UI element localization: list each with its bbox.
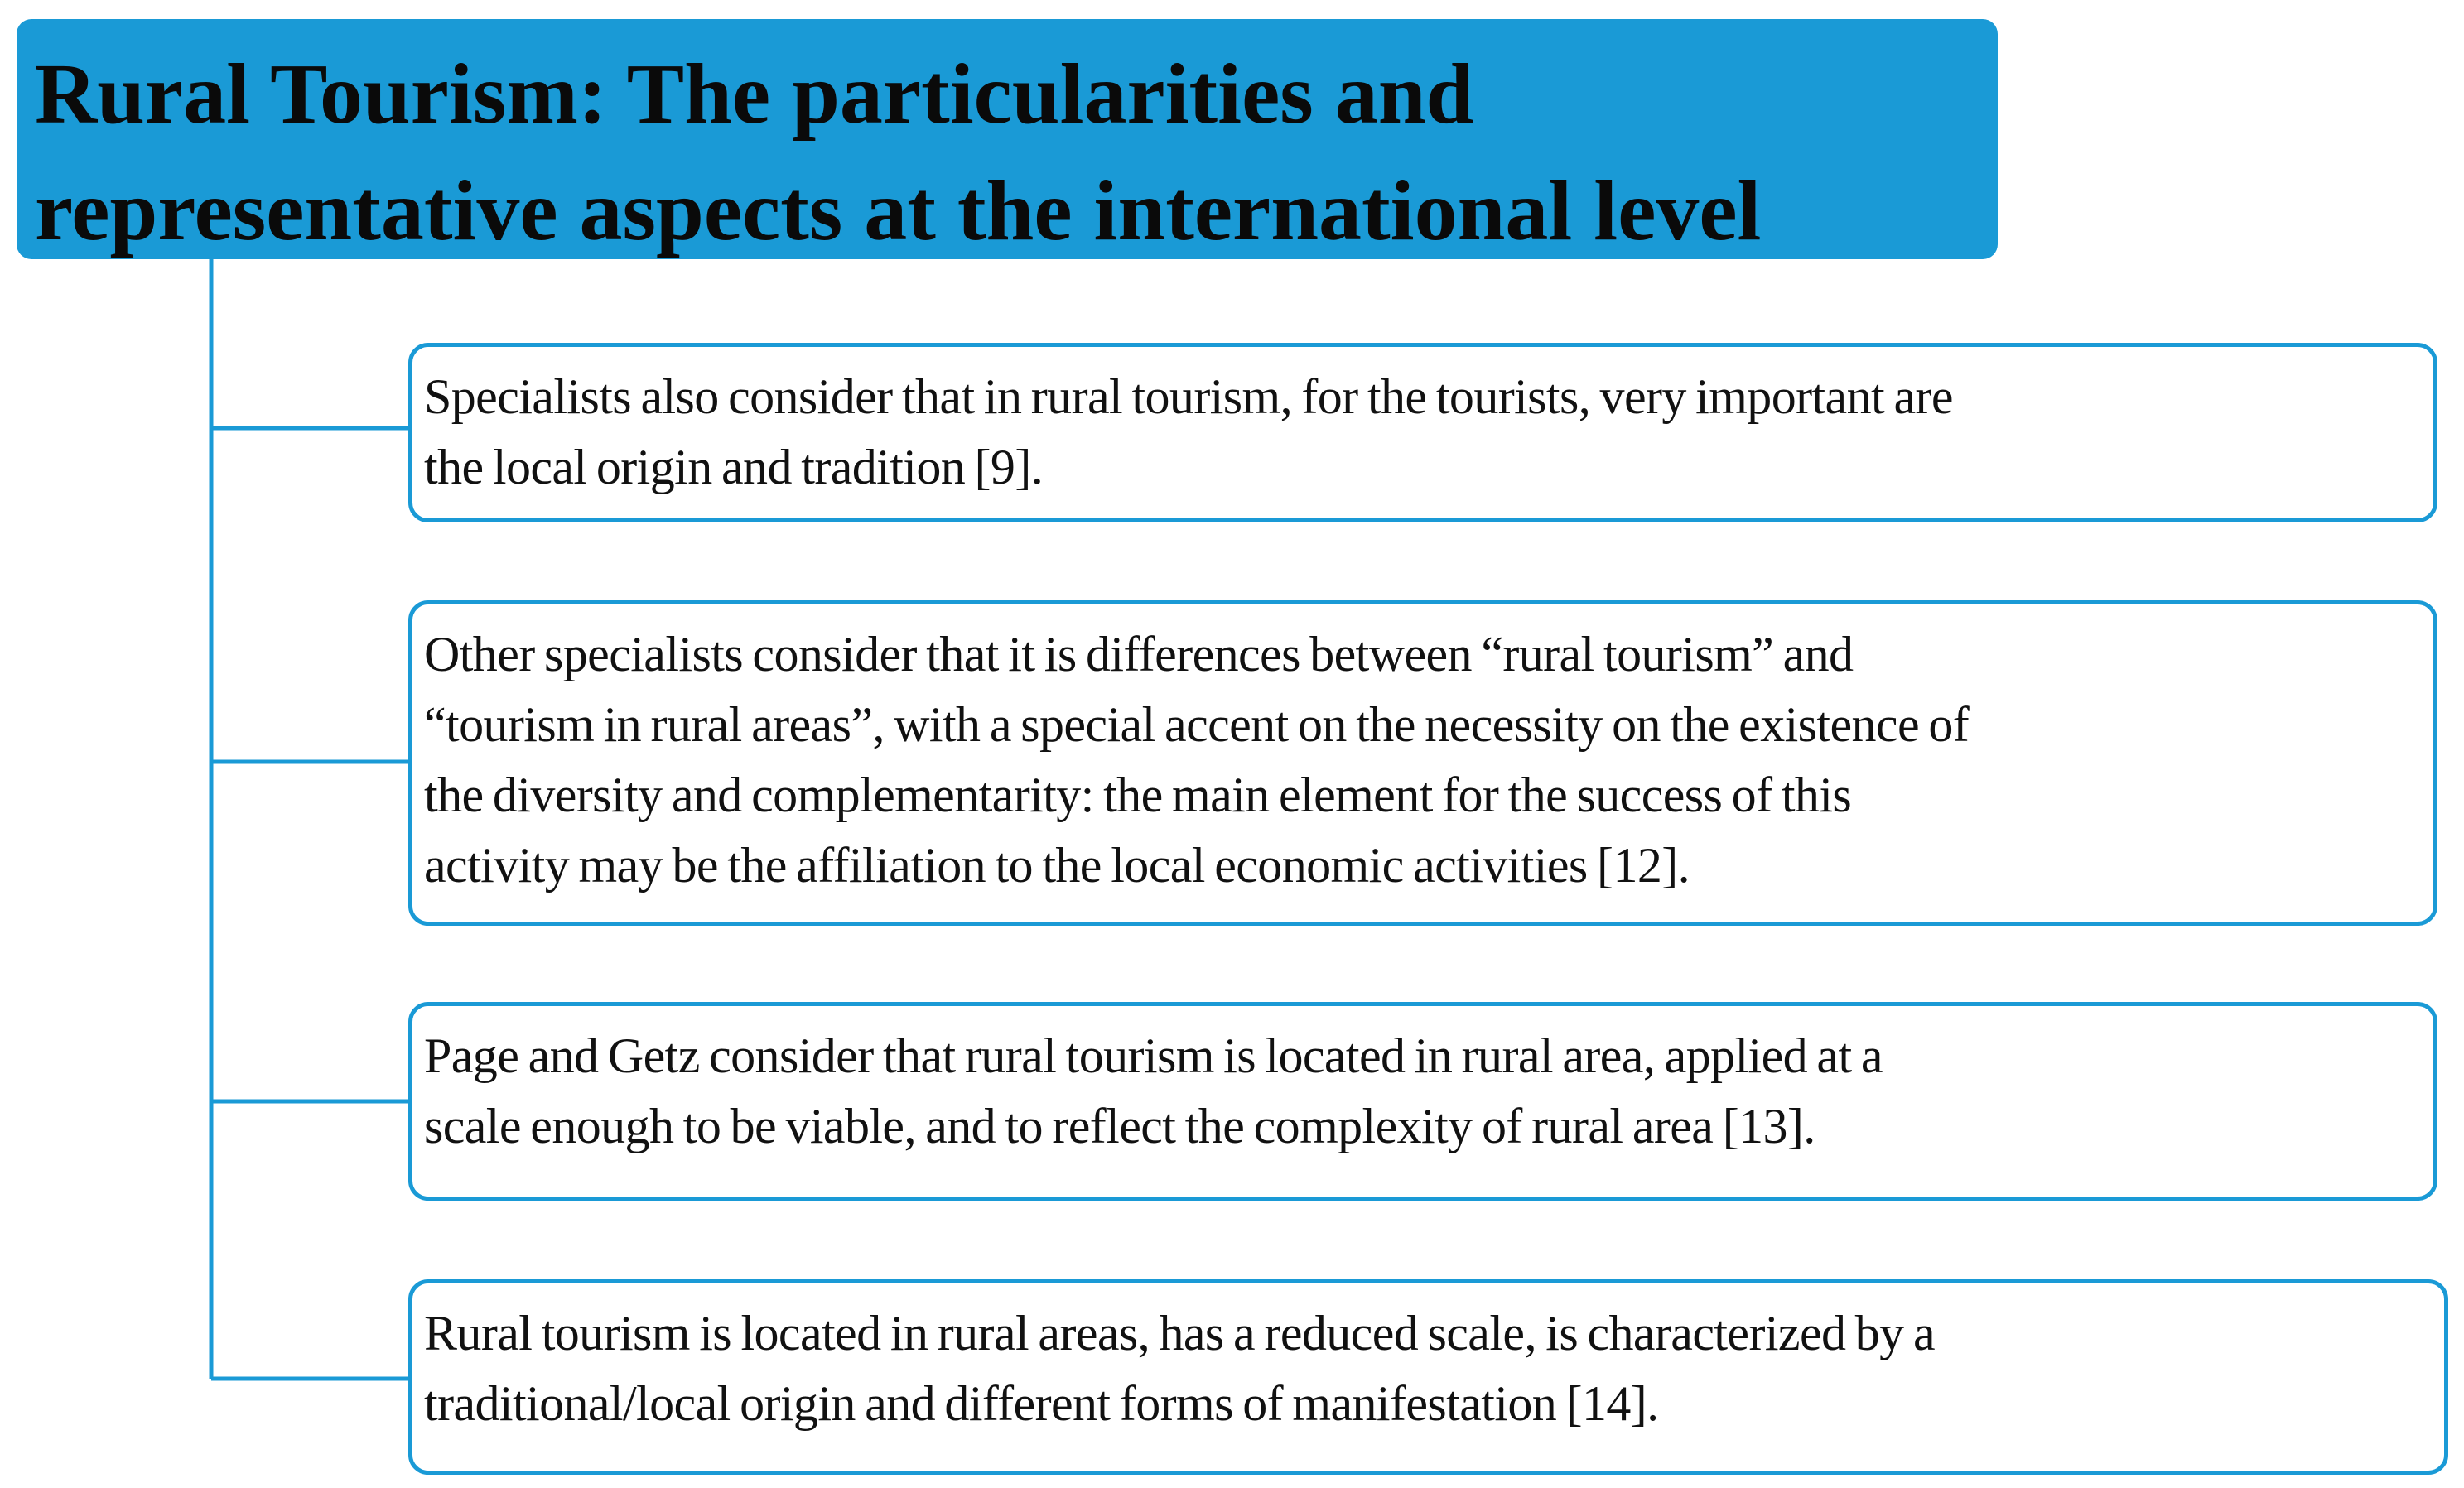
item-box-4 (408, 1279, 2448, 1475)
item-4-line-2: traditional/local origin and different forms of manifestation [14]. (424, 1376, 1659, 1431)
item-3-line-1: Page and Getz consider that rural tourism is located in rural area, applied at a (424, 1028, 1883, 1083)
item-1-line-2: the local origin and tradition [9]. (424, 440, 1044, 494)
item-box-2 (408, 600, 2437, 926)
item-box-1 (408, 343, 2437, 522)
item-2-line-2: “tourism in rural areas”, with a special accent on the necessity on the existence of (424, 697, 1970, 752)
item-2-line-1: Other specialists consider that it is differences between “rural tourism” and (424, 627, 1854, 681)
title-line-2: representative aspects at the international level (35, 163, 1762, 258)
item-1-line-1: Specialists also consider that in rural tourism, for the tourists, very important are (424, 369, 1953, 424)
item-4-line-1: Rural tourism is located in rural areas, has a reduced scale, is characterized by a (424, 1306, 1936, 1360)
title-line-1: Rural Tourism: The particularities and (35, 46, 1474, 142)
item-3-line-2: scale enough to be viable, and to reflect the complexity of rural area [13]. (424, 1099, 1815, 1153)
item-2-line-3: the diversity and complementarity: the main element for the success of this (424, 768, 1852, 822)
item-2-line-4: activity may be the affiliation to the local economic activities [12]. (424, 838, 1690, 893)
title-box (17, 19, 1998, 259)
item-box-3 (408, 1002, 2437, 1201)
